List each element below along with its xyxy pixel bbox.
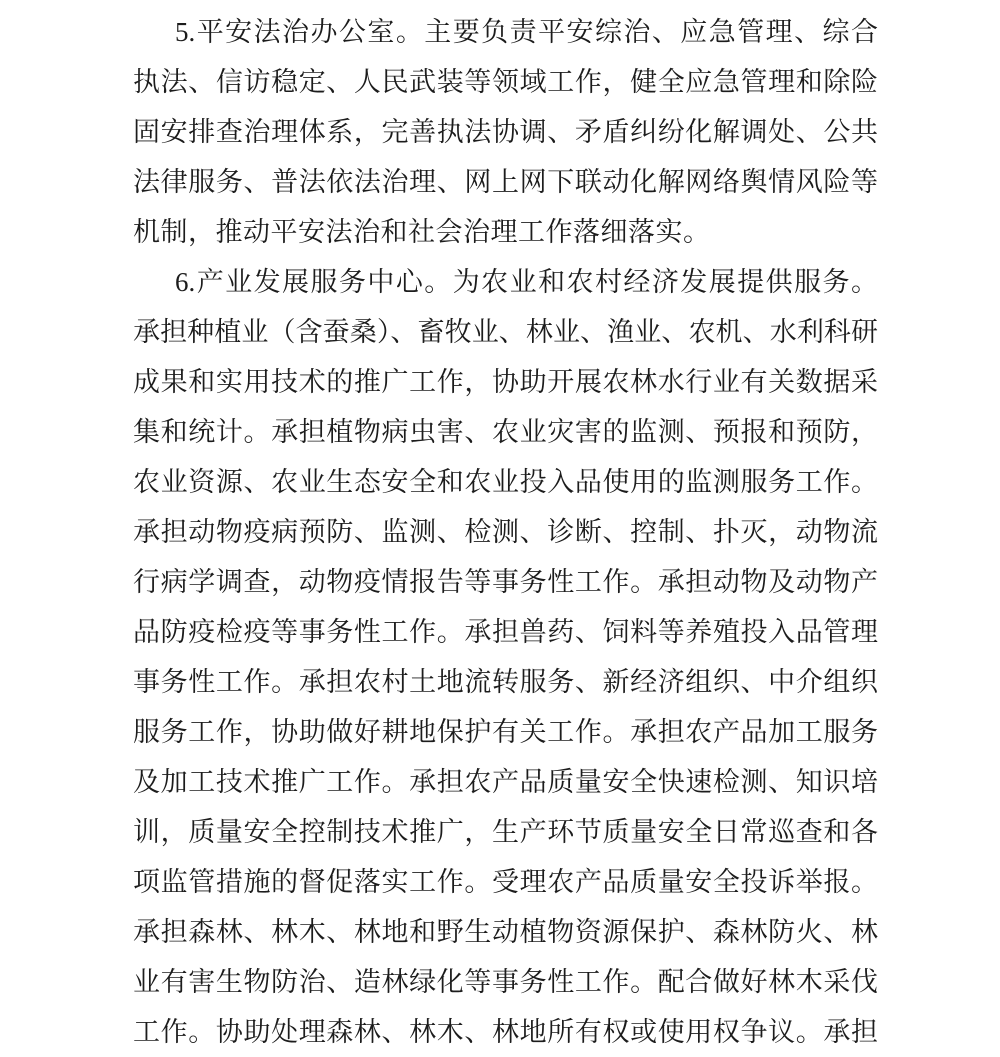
- text-line: 机制，推动平安法治和社会治理工作落细落实。: [133, 217, 711, 247]
- text-line: 法律服务、普法依法治理、网上网下联动化解网络舆情风险等: [133, 167, 878, 197]
- text-line: 6.产业发展服务中心。为农业和农村经济发展提供服务。: [175, 267, 878, 297]
- text-line: 承担动物疫病预防、监测、检测、诊断、控制、扑灭，动物流: [133, 517, 878, 547]
- text-line: 项监管措施的督促落实工作。受理农产品质量安全投诉举报。: [133, 867, 878, 897]
- text-line: 训，质量安全控制技术推广，生产环节质量安全日常巡查和各: [133, 817, 878, 847]
- text-line: 成果和实用技术的推广工作，协助开展农林水行业有关数据采: [133, 367, 878, 397]
- text-line: 承担种植业（含蚕桑）、畜牧业、林业、渔业、农机、水利科研: [133, 317, 878, 347]
- text-line: 行病学调查，动物疫情报告等事务性工作。承担动物及动物产: [133, 567, 878, 597]
- text-line: 执法、信访稳定、人民武装等领域工作，健全应急管理和除险: [133, 67, 878, 97]
- text-line: 业有害生物防治、造林绿化等事务性工作。配合做好林木采伐: [133, 967, 878, 997]
- document-text-block: [133, 7, 878, 1057]
- text-line: 承担森林、林木、林地和野生动植物资源保护、森林防火、林: [133, 917, 878, 947]
- paragraph: [133, 7, 878, 257]
- text-line: 及加工技术推广工作。承担农产品质量安全快速检测、知识培: [133, 767, 878, 797]
- text-line: 服务工作，协助做好耕地保护有关工作。承担农产品加工服务: [133, 717, 878, 747]
- text-line: 品防疫检疫等事务性工作。承担兽药、饲料等养殖投入品管理: [133, 617, 878, 647]
- text-line: 事务性工作。承担农村土地流转服务、新经济组织、中介组织: [133, 667, 878, 697]
- text-line: 农业资源、农业生态安全和农业投入品使用的监测服务工作。: [133, 467, 878, 497]
- text-line: 5.平安法治办公室。主要负责平安综治、应急管理、综合: [175, 17, 878, 47]
- text-line: 集和统计。承担植物病虫害、农业灾害的监测、预报和预防，: [133, 417, 878, 447]
- text-line: 工作。协助处理森林、林木、林地所有权或使用权争议。承担: [133, 1017, 878, 1047]
- paragraph: [133, 257, 878, 1057]
- text-line: 固安排查治理体系，完善执法协调、矛盾纠纷化解调处、公共: [133, 117, 878, 147]
